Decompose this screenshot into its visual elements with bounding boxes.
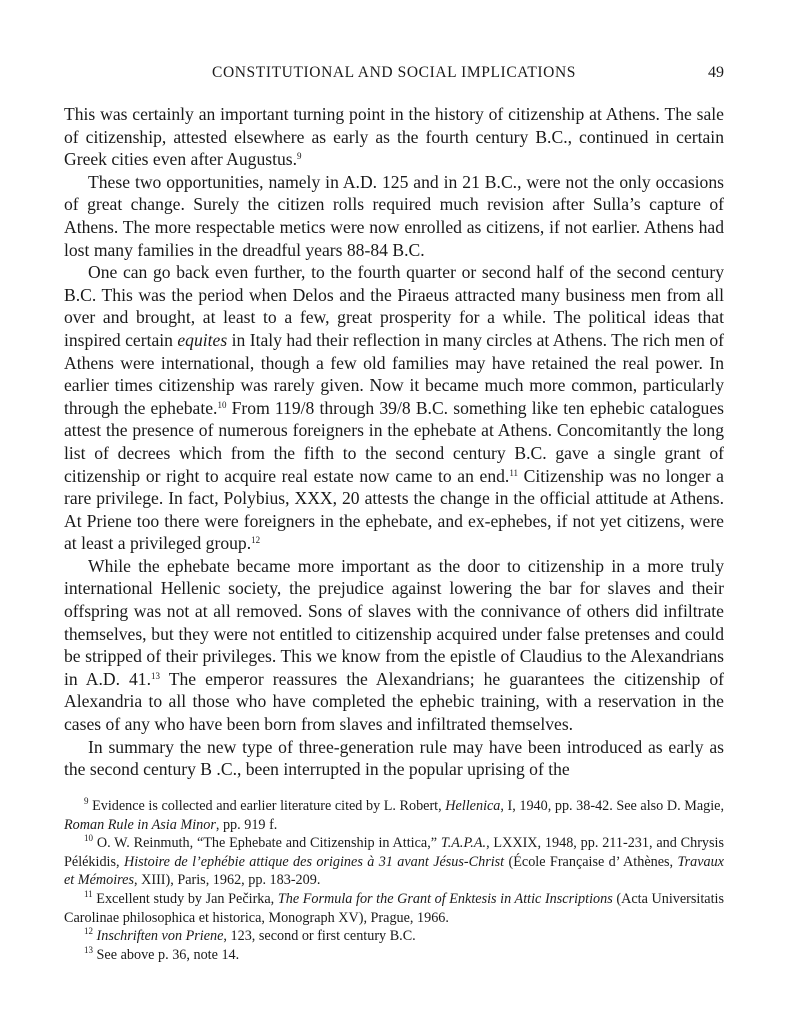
text-run: From 119/8 through 39/8 B.C. something like ten ephebic catalogues attest the presence of numerous foreigners in the ephebate at Athens. Concomitantly the long list of decrees which from the fifth to the second century B.C. gave a single grant of citizenship or right to acquire real estate now came to an end. xyxy=(64,397,725,486)
text-run: , XIII), Paris, 1962, pp. 183-209. xyxy=(134,872,321,889)
text-run: , I, 1940, pp. 38-42. See also D. Magie, xyxy=(500,798,724,814)
paragraph xyxy=(64,103,724,171)
footnotes xyxy=(64,797,724,964)
footnote xyxy=(64,797,724,834)
text-run: These two opportunities, namely in A.D. 125 and in 21 B.C., were not the only occasions of great change. Surely the citizen rolls required much revision after Sulla’s capture of Athens. The more respectable metics were now enrolled as citizens, if not earlier. Athens had lost many families in the dreadful years 88-84 B.C. xyxy=(64,171,724,260)
footnote-ref: 12 xyxy=(84,926,93,937)
text-run: (École Française d’ Athènes, xyxy=(504,853,678,870)
paragraph xyxy=(64,555,724,736)
footnote-ref: 13 xyxy=(151,670,161,681)
footnote xyxy=(64,927,724,946)
footnote-ref: 12 xyxy=(251,535,261,546)
page-number: 49 xyxy=(708,64,724,81)
italic-text: Travaux et Mémoires xyxy=(64,853,724,889)
text-run: The emperor reassures the Alexandrians; he guarantees the citizenship of Alexandria to all those who have completed the ephebic training, with a reservation in the cases of any who have been born from slaves and infiltrated themselves. xyxy=(64,668,724,735)
footnote-ref: 9 xyxy=(297,151,302,162)
footnote-ref: 13 xyxy=(84,944,93,955)
italic-text: Roman Rule in Asia Minor xyxy=(64,816,216,833)
italic-text: T.A.P.A. xyxy=(440,835,487,852)
text-run: , 123, second or first century B.C. xyxy=(223,928,416,945)
text-run: Evidence is collected and earlier literature cited by L. Robert, xyxy=(88,798,446,814)
text-run: O. W. Reinmuth, “The Ephebate and Citizenship in Attica,” xyxy=(93,835,441,852)
text-run: In summary the new type of three-generation rule may have been introduced as early as the second century B .C., been interrupted in the popular uprising of the xyxy=(64,736,724,780)
italic-text: equites xyxy=(177,329,228,350)
body-text xyxy=(64,103,724,781)
text-run: in Italy had their reflection in many circles at Athens. The rich men of Athens were international, though a few old families may have retained the real power. In earlier times citizenship was rarely given. Now it became much more common, particularly through the ephebate. xyxy=(64,329,724,418)
text-run: See above p. 36, note 14. xyxy=(93,946,240,963)
italic-text: Inschriften von Priene xyxy=(96,928,224,945)
text-run: , LXXIX, 1948, pp. 211-231, and Chrysis Pélékidis, xyxy=(64,835,724,870)
text-run: One can go back even further, to the fourth quarter or second half of the second century B.C. This was the period when Delos and the Piraeus attracted many business men from all over and brought, at least to a few, great prosperity for a while. The political ideas that inspired certain xyxy=(64,262,724,350)
footnote-ref: 9 xyxy=(84,796,89,806)
footnote xyxy=(64,834,724,890)
running-title: CONSTITUTIONAL AND SOCIAL IMPLICATIONS xyxy=(212,64,576,81)
text-run: , pp. 919 f. xyxy=(215,816,278,833)
footnote-ref: 10 xyxy=(217,399,227,410)
text-run: Citizenship was no longer a rare privilege. In fact, Polybius, XXX, 20 attests the change in the official attitude at Athens. At Priene too there were foreigners in the ephebate, and ex-ephebes, if not yet citizens, were at least a privileged group. xyxy=(64,465,724,554)
text-run: This was certainly an important turning point in the history of citizenship at Athens. The sale of citizenship, attested elsewhere as early as the fourth century B.C., continued in certain Greek cities even after Augustus. xyxy=(64,104,724,170)
text-run: Excellent study by Jan Pečirka, xyxy=(92,890,278,907)
text-run: While the ephebate became more important as the door to citizenship in a more truly international Hellenic society, the prejudice against lowering the bar for slaves and their offspring was not at all removed. Sons of slaves with the connivance of others did infiltrate themselves, but they were not entitled to citizenship acquired under false pretenses and could be stripped of their privileges. This we know from the epistle of Claudius to the Alexandrians in A.D. 41. xyxy=(64,555,724,689)
paragraph xyxy=(64,171,724,261)
footnote-ref: 11 xyxy=(84,888,93,899)
footnote xyxy=(64,946,724,965)
running-header xyxy=(64,64,724,86)
italic-text: Hellenica xyxy=(445,798,501,814)
footnote-ref: 11 xyxy=(509,467,519,478)
italic-text: Histoire de l’ephébie attique des origines à 31 avant Jésus-Christ xyxy=(123,853,505,870)
footnote-ref: 10 xyxy=(84,833,93,844)
footnote xyxy=(64,890,724,927)
paragraph xyxy=(64,261,724,555)
italic-text: The Formula for the Grant of Enktesis in Attic Inscriptions xyxy=(277,890,613,907)
paragraph xyxy=(64,736,724,781)
text-run: (Acta Universitatis Carolinae philosophica et historica, Monograph XV), Prague, 1966. xyxy=(64,890,724,926)
